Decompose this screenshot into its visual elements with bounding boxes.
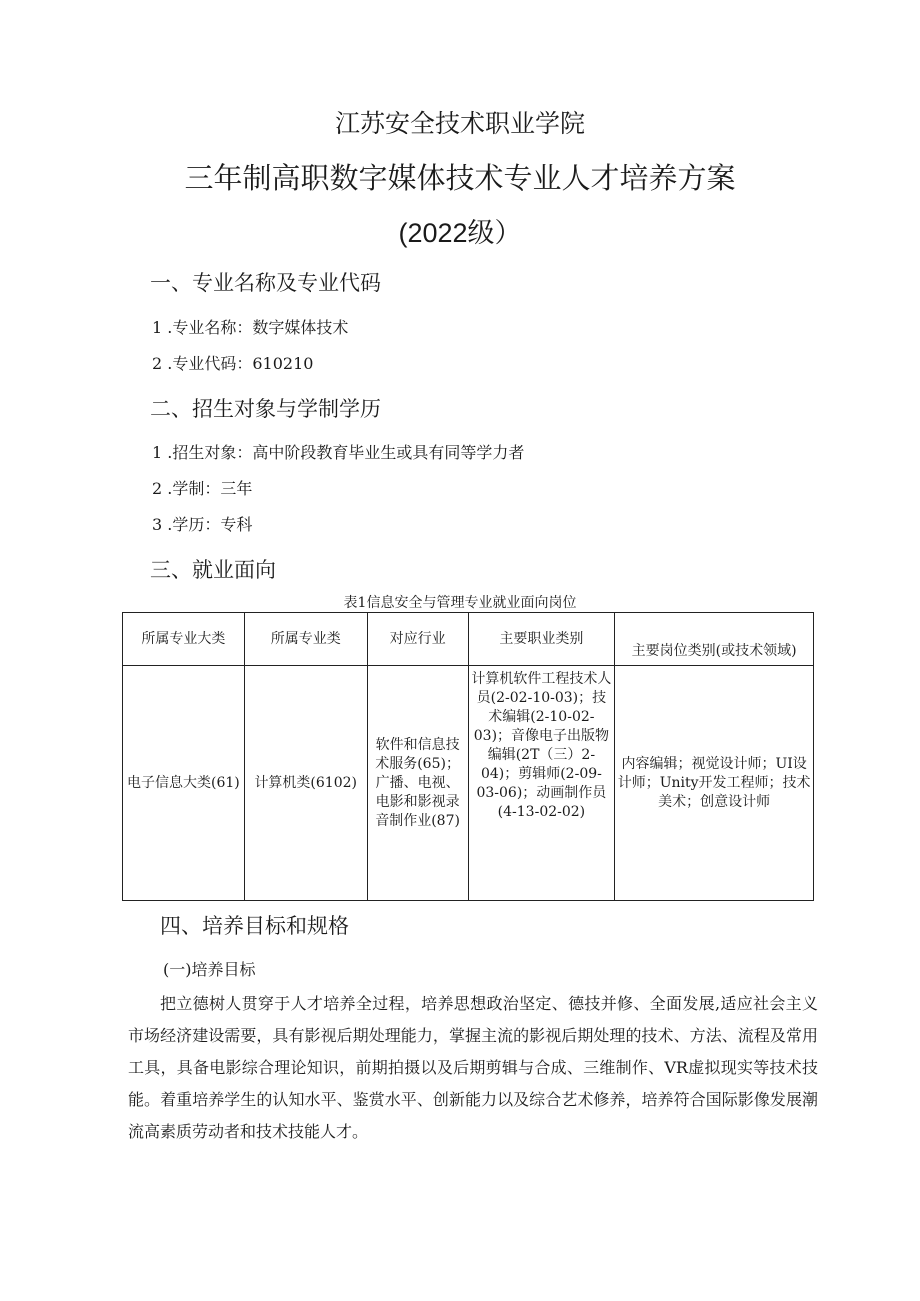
table-row [123,666,814,901]
table-header-row [123,613,814,666]
table-cell: 内容编辑；视觉设计师；UI设计师；Unity开发工程师；技术美术；创意设计师 [615,666,814,901]
header-cell: 主要职业类别 [468,613,615,666]
training-goal-paragraph: 把立德树人贯穿于人才培养全过程，培养思想政治坚定、德技并修、全面发展,适应社会主义市场经济建设需要，具有影视后期处理能力，掌握主流的影视后期处理的技术、方法、流程及常用工具，具备电影综合理论知识，前期拍摄以及后期剪辑与合成、三维制作、VR虚拟现实等技术技能。着重培养学生的认知水平、鉴赏水平、创新能力以及综合艺术修养，培养符合国际影像发展潮流高素质劳动者和技术技能人才。 [128,994,818,1141]
table-cell: 电子信息大类(61) [123,666,245,901]
table-cell: 计算机软件工程技术人员(2-02-10-03)；技术编辑(2-10-02-03)；音像电子出版物编辑(2T（三）2-04)；剪辑师(2-09-03-06)；动画制作员(4-13-02-02) [468,666,615,901]
enrollment-target-item: 1 .招生对象：高中阶段教育毕业生或具有同等学力者 [152,443,525,462]
header-cell: 所属专业大类 [123,613,245,666]
header-cell: 对应行业 [367,613,468,666]
table-caption: 表1信息安全与管理专业就业面向岗位 [343,595,577,611]
section-heading-1: 一、专业名称及专业代码 [150,271,381,295]
school-name: 江苏安全技术职业学院 [334,109,585,138]
document-title: 三年制高职数字媒体技术专业人才培养方案 [184,161,736,195]
major-name-item: 1 .专业名称：数字媒体技术 [152,318,349,337]
header-cell: 所属专业类 [244,613,367,666]
employment-table [122,612,814,901]
schooling-length-item: 2 .学制：三年 [152,479,253,498]
table-cell: 软件和信息技术服务(65)；广播、电视、电影和影视录音制作业(87) [367,666,468,901]
section-heading-2: 二、招生对象与学制学历 [150,397,381,421]
header-cell: 主要岗位类别(或技术领域) [615,613,814,666]
grade-year: (2022级） [398,218,522,248]
section-heading-4: 四、培养目标和规格 [160,914,349,938]
section-heading-3: 三、就业面向 [150,558,276,582]
education-level-item: 3 .学历：专科 [152,515,253,534]
table-cell: 计算机类(6102) [244,666,367,901]
major-code-item: 2 .专业代码：610210 [152,354,314,373]
subsection-heading: (一)培养目标 [163,960,256,979]
